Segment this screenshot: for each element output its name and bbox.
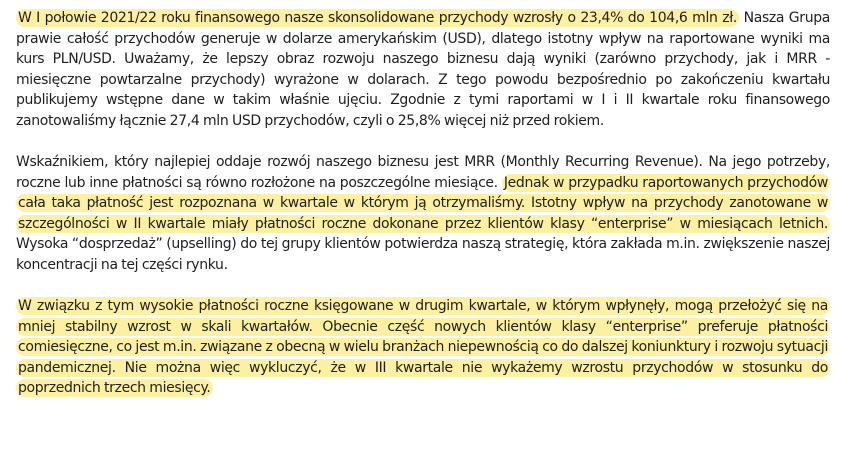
paragraph-text: Wskaźnikiem, który najlepiej oddaje rozwój naszego biznesu jest MRR (Monthly Recurring Revenue). Na jego potrzeby, roczne lub inne płatności są równo rozłożone na poszczególne miesiące. [16,154,830,191]
paragraph-text: Nasza Grupa prawie całość przychodów generuje w dolarze amerykańskim (USD), dlatego istotny wpływ na raportowane wyniki ma kurs PLN/USD. Uważamy, że lepszy obraz rozwoju naszego biznesu dają wyniki (zarówno przychody, jak i MRR - miesięczne powtarzalne przychody) wyrażone w dolarach. Z tego powodu bezpośrednio po zakończeniu kwartału publikujemy wstępne dane w takim właśnie ujęciu. Zgodnie z tymi raportami w I i II kwartale roku finansowego zanotowaliśmy łącznie 27,4 mln USD przychodów, czyli o 25,8% więcej niż przed rokiem. [16,10,830,129]
highlighted-text: W I połowie 2021/22 roku finansowego nasze skonsolidowane przychody wzrosły o 23,4% do 104,6 mln zł. [18,10,737,26]
paragraph-text: Wysoka “dosprzedaż” (upselling) do tej grupy klientów potwierdza naszą strategię, która zakłada m.in. zwiększenie naszej koncentracji na tej części rynku. [16,236,830,273]
document-body [16,8,830,420]
paragraph-3 [16,296,830,399]
paragraph-1 [16,8,830,131]
paragraph-2 [16,152,830,275]
highlighted-text: Jednak w przypadku raportowanych przychodów cała taka płatność jest rozpoznana w kwartale w którym ją otrzymaliśmy. Istotny wpływ na przychody zanotowane w szczególności w II kwartale miały płatności roczne dokonane przez klientów klasy “enterprise” w miesiącach letnich. [18,174,828,232]
highlighted-text: W związku z tym wysokie płatności roczne księgowane w drugim kwartale, w którym wpłynęły, mogą przełożyć się na mniej stabilny wzrost w skali kwartałów. Obecnie część nowych klientów klasy “enterprise” preferuje płatności comiesięczne, co jest m.in. związane z obecną w wielu branżach niepewnością co do dalszej koniunktury i rozwoju sytuacji pandemicznej. Nie można więc wykluczyć, że w III kwartale nie wykażemy wzrostu przychodów w stosunku do poprzednich trzech miesięcy. [18,298,828,396]
